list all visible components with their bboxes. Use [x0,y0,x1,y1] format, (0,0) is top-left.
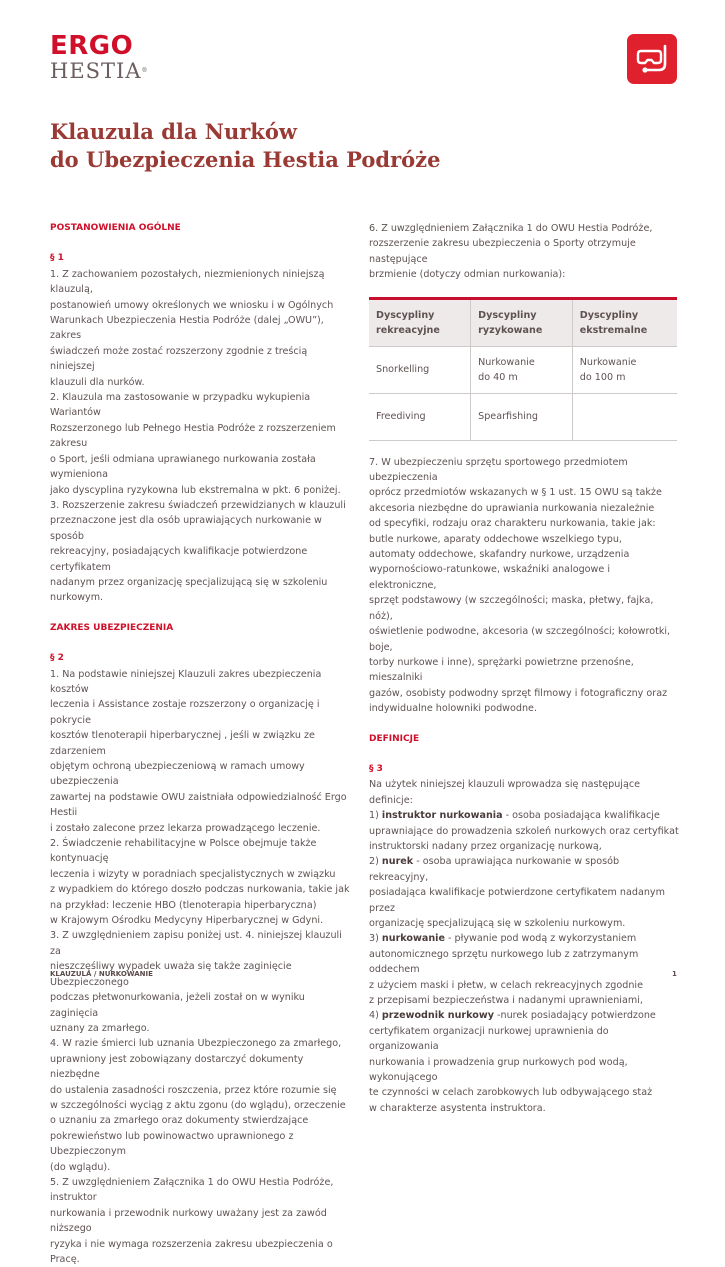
right-column [369,221,679,1116]
table-cell [572,393,677,440]
table-header: Dyscypliny rekreacyjne [369,298,471,346]
table-cell: Nurkowanie do 40 m [471,346,573,393]
definition-3 [369,931,679,1008]
clause-2-6: 6. Z uwzględnieniem Załącznika 1 do OWU Hestia Podróże, rozszerzenie zakresu ubezpieczenia o Sporty otrzymuje następujące brzmienie (dotyczy odmian nurkowania): [369,223,653,281]
section-heading-scope: ZAKRES UBEZPIECZENIA [50,622,174,633]
table-cell: Nurkowanie do 100 m [572,346,677,393]
table-header: Dyscypliny ryzykowane [471,298,573,346]
left-column [50,221,350,1267]
definition-number: 1) [369,810,382,822]
definition-4 [369,1008,679,1116]
clause-1-2: 2. Klauzula ma zastosowanie w przypadku wykupienia Wariantów Rozszerzonego lub Pełnego Hestia Podróże z rozszerzeniem zakresu o Sport, jeśli odmiana uprawianego nurkowania została wymieniona jako dyscyplina ryzykowna lub ekstremalna w pkt. 6 poniżej. [50,392,341,496]
title-line-2: do Ubezpieczenia Hestia Podróże [50,147,441,172]
title-line-1: Klauzula dla Nurków [50,119,297,144]
table-cell: Snorkelling [369,346,471,393]
definition-term: instruktor nurkowania [381,810,503,822]
page-title [50,118,440,174]
definition-1 [369,808,679,854]
section-heading-definitions: DEFINICJE [369,733,420,744]
logo-hestia [50,60,148,82]
definition-term: nurek [381,856,414,868]
paragraph-sign-1: § 1 [50,253,64,264]
table-header-row [369,298,677,346]
snorkel-mask-icon [627,34,677,84]
registered-mark: ® [141,67,148,74]
definition-2 [369,854,679,931]
definition-text: - pływanie pod wodą z wykorzystaniem autonomicznego sprzętu nurkowego lub z zatrzymanym oddechem z użyciem maski i płetw, w celach rekreacyjnych zgodnie z przepisami bezpieczeństwa i nadanymi uprawnieniami, [369,933,643,1007]
clause-2-7: 7. W ubezpieczeniu sprzętu sportowego przedmiotem ubezpieczenia oprócz przedmiotów wskazanych w § 1 ust. 15 OWU są także akcesoria niezbędne do uprawiania nurkowania niezależnie od specyfiki, rodzaju oraz charakteru nurkowania, takie jak: butle nurkowe, aparaty oddechowe wszelkiego typu, automaty oddechowe, skafandry nurkowe, urządzenia wypornościowo-ratunkowe, wskaźniki analogowe i elektroniczne, sprzęt podstawowy (w szczególności; maska, płetwy, fajka, nóż), oświetlenie podwodne, akcesoria (w szczególności; kołowrotki, boje, torby nurkowe i inne), sprężarki powietrzne przenośne, mieszalniki gazów, osobisty podwodny sprzęt filmowy i fotograficzny oraz indywidualne holowniki podwodne. [369,456,671,715]
table-header: Dyscypliny ekstremalne [572,298,677,346]
paragraph-sign-3: § 3 [369,763,383,774]
disciplines-table [369,297,677,441]
definition-term: nurkowanie [381,933,445,945]
paragraph-sign-2: § 2 [50,653,64,664]
table-row [369,393,677,440]
clause-2-3: 3. Z uwzględnieniem zapisu poniżej ust. 4. niniejszej klauzuli za nieszczęśliwy wypadek uważa się także zaginięcie Ubezpieczonego podczas płetwonurkowania, jeżeli został on w wyniku zaginięcia uznany za zmarłego. [50,930,342,1034]
definitions-intro: Na użytek niniejszej klauzuli wprowadza się następujące definicje: [369,779,641,806]
clause-2-1: 1. Na podstawie niniejszej Klauzuli zakres ubezpieczenia kosztów leczenia i Assistance zostaje rozszerzony o organizację i pokrycie kosztów tlenoterapii hiperbarycznej , jeśli w związku ze zdarzeniem objętym ochroną ubezpieczeniową w ramach umowy ubezpieczenia zawartej na podstawie OWU zaistniała odpowiedzialność Ergo Hestii i zostało zalecone przez lekarza prowadzącego leczenie. [50,668,347,834]
page-number: 1 [672,970,677,978]
clause-1-1: 1. Z zachowaniem pozostałych, niezmienionych niniejszą klauzulą, postanowień umowy określonych we wniosku i w Ogólnych Warunkach Ubezpieczenia Hestia Podróże (dalej „OWU”), zakres świadczeń może zostać rozszerzony zgodnie z treścią niniejszej klauzuli dla nurków. [50,268,334,388]
clause-1-3: 3. Rozszerzenie zakresu świadczeń przewidzianych w klauzuli przeznaczone jest dla osób uprawiających nurkowanie w sposób rekreacyjny, posiadających kwalifikacje potwierdzone certyfikatem nadanym przez organizację specjalizującą się w szkoleniu nurkowym. [50,499,346,604]
definition-number: 4) [369,1010,382,1022]
definition-term: przewodnik nurkowy [381,1010,494,1022]
definition-text: -nurek posiadający potwierdzone certyfikatem organizacji nurkowej uprawnienia do organizowania nurkowania i prowadzenia grup nurkowych pod wodą, wykonującego te czynności w celach zarobkowych lub odbywającego staż w charakterze asystenta instruktora. [369,1010,656,1114]
definition-number: 3) [369,933,382,945]
definition-text: - osoba uprawiająca nurkowanie w sposób rekreacyjny, posiadająca kwalifikacje potwierdzone certyfikatem nadanym przez organizację specjalizującą się w szkoleniu nurkowym. [369,856,665,929]
definition-number: 2) [369,856,382,868]
footer-label: KLAUZULA / NURKOWANIE [50,970,153,978]
table-cell: Freediving [369,393,471,440]
table-cell: Spearfishing [471,393,573,440]
clause-2-2: 2. Świadczenie rehabilitacyjne w Polsce obejmuje także kontynuację leczenia i wizyty w poradniach specjalistycznych w związku z wypadkiem do którego doszło podczas nurkowania, takie jak na przykład: leczenie HBO (tlenoterapia hiperbaryczna) w Krajowym Ośrodku Medycyny Hiperbarycznej w Gdyni. [50,838,350,927]
section-heading-general: POSTANOWIENIA OGÓLNE [50,223,181,233]
clause-2-4: 4. W razie śmierci lub uznania Ubezpieczonego za zmarłego, uprawniony jest zobowiązany dostarczyć dokumenty niezbędne do ustalenia zasadności roszczenia, przez które rozumie się w szczególności wyciąg z aktu zgonu (do wglądu), orzeczenie o uznaniu za zmarłego oraz dokumenty stwierdzające pokrewieństwo lub powinowactwo uprawnionego z Ubezpieczonym (do wglądu). [50,1038,346,1173]
logo-ergo: ERGO [50,31,134,61]
clause-2-5: 5. Z uwzględnieniem Załącznika 1 do OWU Hestia Podróże, instruktor nurkowania i przewodnik nurkowy uważany jest za zawód niższego ryzyka i nie wymaga rozszerzenia zakresu ubezpieczenia o Pracę. [50,1176,334,1265]
table-row [369,346,677,393]
definition-text: - osoba posiadająca kwalifikacje uprawniające do prowadzenia szkoleń nurkowych oraz certyfikat instruktorski nadany przez organizację nurkową, [369,810,679,852]
ergo-hestia-logo [50,33,148,82]
logo-hestia-text: HESTIA [50,59,142,83]
